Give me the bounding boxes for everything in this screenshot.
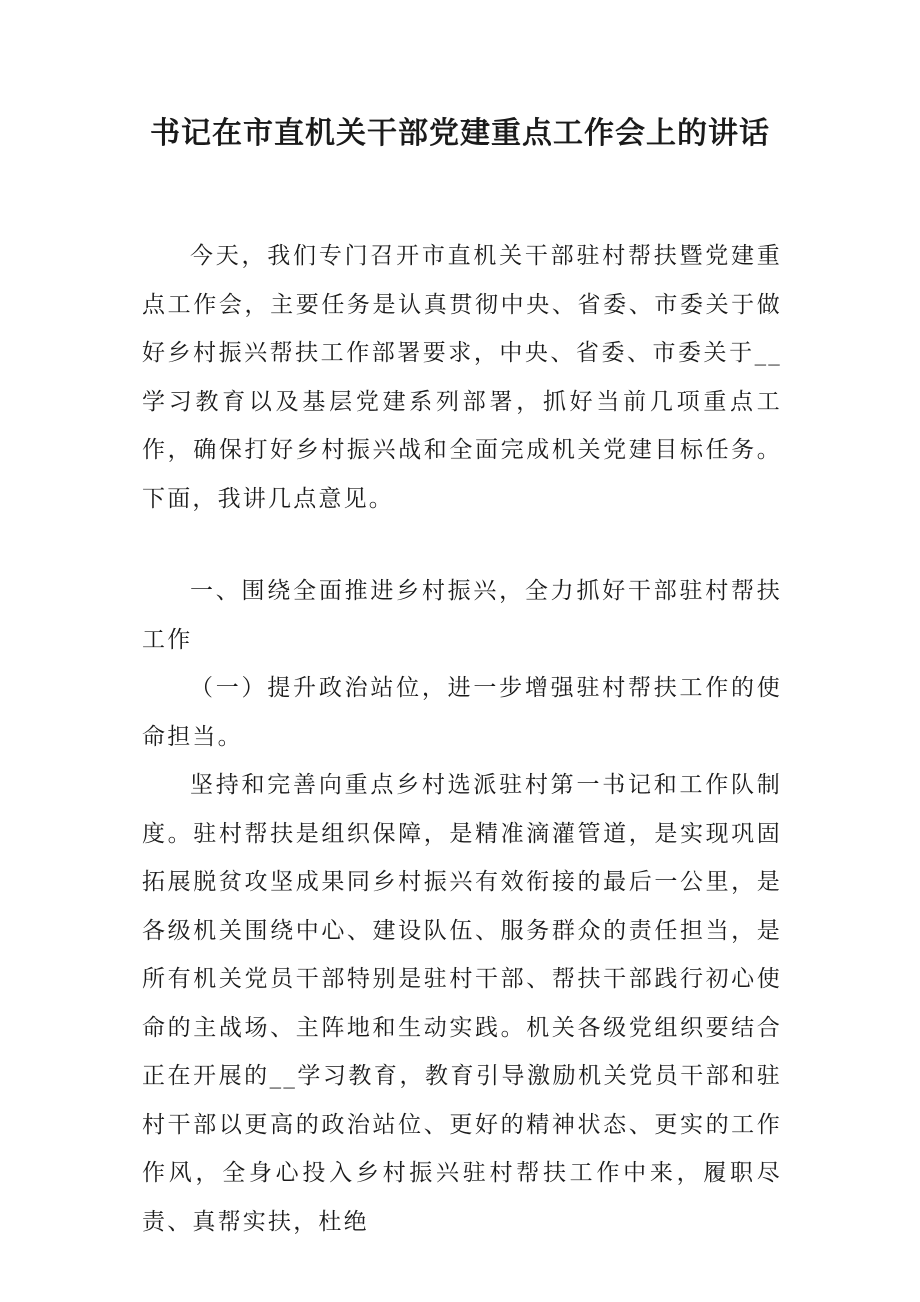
body-paragraph: 坚持和完善向重点乡村选派驻村第一书记和工作队制度。驻村帮扶是组织保障，是精准滴灌管道，是实现巩固拓展脱贫攻坚成果同乡村振兴有效衔接的最后一公里，是各级机关围绕中心、建设队伍、服务群众的责任担当，是所有机关党员干部特别是驻村干部、帮扶干部践行初心使命的主战场、主阵地和生动实践。机关各级党组织要结合正在开展的__学习教育，教育引导激励机关党员干部和驻村干部以更高的政治站位、更好的精神状态、更实的工作作风，全身心投入乡村振兴驻村帮扶工作中来，履职尽责、真帮实扶，杜绝 — [142, 772, 782, 1235]
document-title: 书记在市直机关干部党建重点工作会上的讲话 — [150, 116, 770, 151]
section-heading: 一、围绕全面推进乡村振兴，全力抓好干部驻村帮扶工作 — [142, 578, 782, 653]
intro-paragraph: 今天，我们专门召开市直机关干部驻村帮扶暨党建重点工作会，主要任务是认真贯彻中央、省委、市委关于做好乡村振兴帮扶工作部署要求，中央、省委、市委关于__学习教育以及基层党建系列部署，抓好当前几项重点工作，确保打好乡村振兴战和全面完成机关党建目标任务。下面，我讲几点意见。 — [142, 243, 782, 512]
subsection-heading: （一）提升政治站位，进一步增强驻村帮扶工作的使命担当。 — [142, 675, 782, 750]
